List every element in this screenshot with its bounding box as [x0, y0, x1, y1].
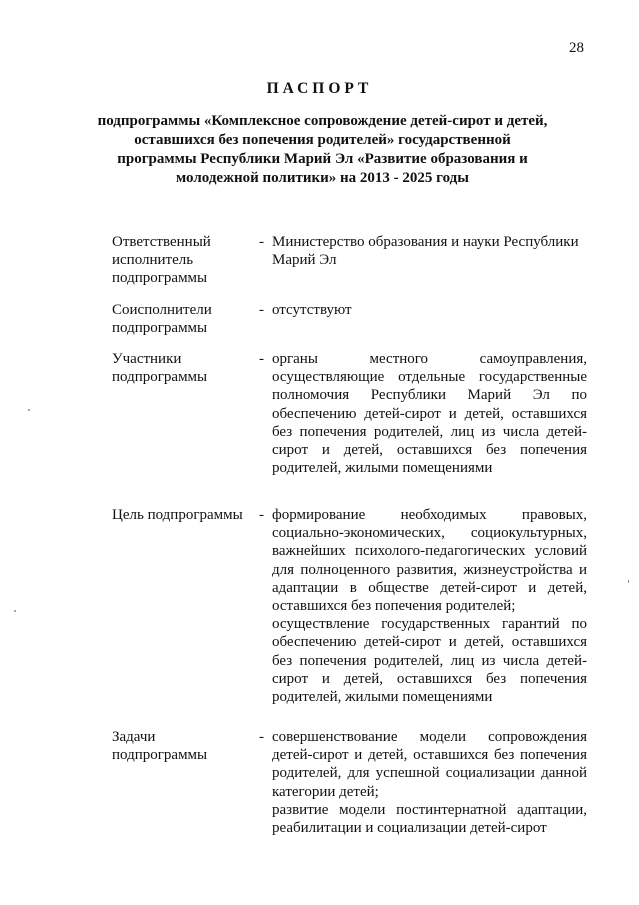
row-label: Ответственный исполнитель подпрограммы [112, 234, 211, 287]
row-value [272, 301, 587, 319]
value-paragraph: формирование необходимых правовых, социально-экономических, социокультурных, важнейших психолого-педагогических условий для полноценного развития, жизнеустройства и адаптации в обществе детей-сирот и детей, оставшихся без попечения родителей; [272, 507, 587, 615]
value-paragraph: совершенствование модели сопровождения детей-сирот и детей, оставшихся без попечения родителей, для успешной социализации данной категории детей; [272, 729, 587, 800]
row-value [272, 350, 587, 477]
page-number: 28 [569, 40, 584, 56]
value-paragraph: органы местного самоуправления, осуществляющие отдельные государственные полномочия Республики Марий Эл по обеспечению детей-сирот и детей, оставшихся без попечения родителей, лиц из числа детей-сирот и детей, оставшихся без попечения родителей, жилыми помещениями [272, 351, 587, 477]
row-dash: - [259, 351, 264, 367]
row-label: Соисполнители подпрограммы [112, 302, 212, 337]
value-paragraph: развитие модели постинтернатной адаптации, реабилитации и социализации детей-сирот [272, 801, 587, 837]
row-value [272, 506, 587, 706]
document-subtitle: подпрограммы «Комплексное сопровождение детей-сирот и детей, оставшихся без попечения родителей» государственной программы Республики Марий Эл «Развитие образования и молодежной политики» на 2013 - 2025 годы [97, 113, 548, 186]
document-title: ПАСПОРТ [266, 80, 373, 97]
row-value [272, 233, 587, 269]
row-dash: - [259, 729, 264, 745]
scan-speck [628, 580, 629, 583]
value-paragraph: осуществление государственных гарантий по обеспечению детей-сирот и детей, оставшихся без попечения родителей, лиц из числа детей-сирот и детей, оставшихся без попечения родителей, жилыми помещениями [272, 616, 587, 706]
row-dash: - [259, 507, 264, 523]
scan-speck [14, 610, 16, 612]
value-paragraph: отсутствуют [272, 302, 352, 318]
scan-speck [28, 409, 30, 411]
row-label: Участники подпрограммы [112, 351, 208, 386]
row-label: Цель подпрограммы [112, 507, 243, 523]
row-label: Задачи подпрограммы [112, 729, 208, 764]
row-value [272, 728, 587, 837]
value-paragraph: Министерство образования и науки Республики Марий Эл [272, 234, 579, 269]
row-dash: - [259, 234, 264, 250]
row-dash: - [259, 302, 264, 318]
